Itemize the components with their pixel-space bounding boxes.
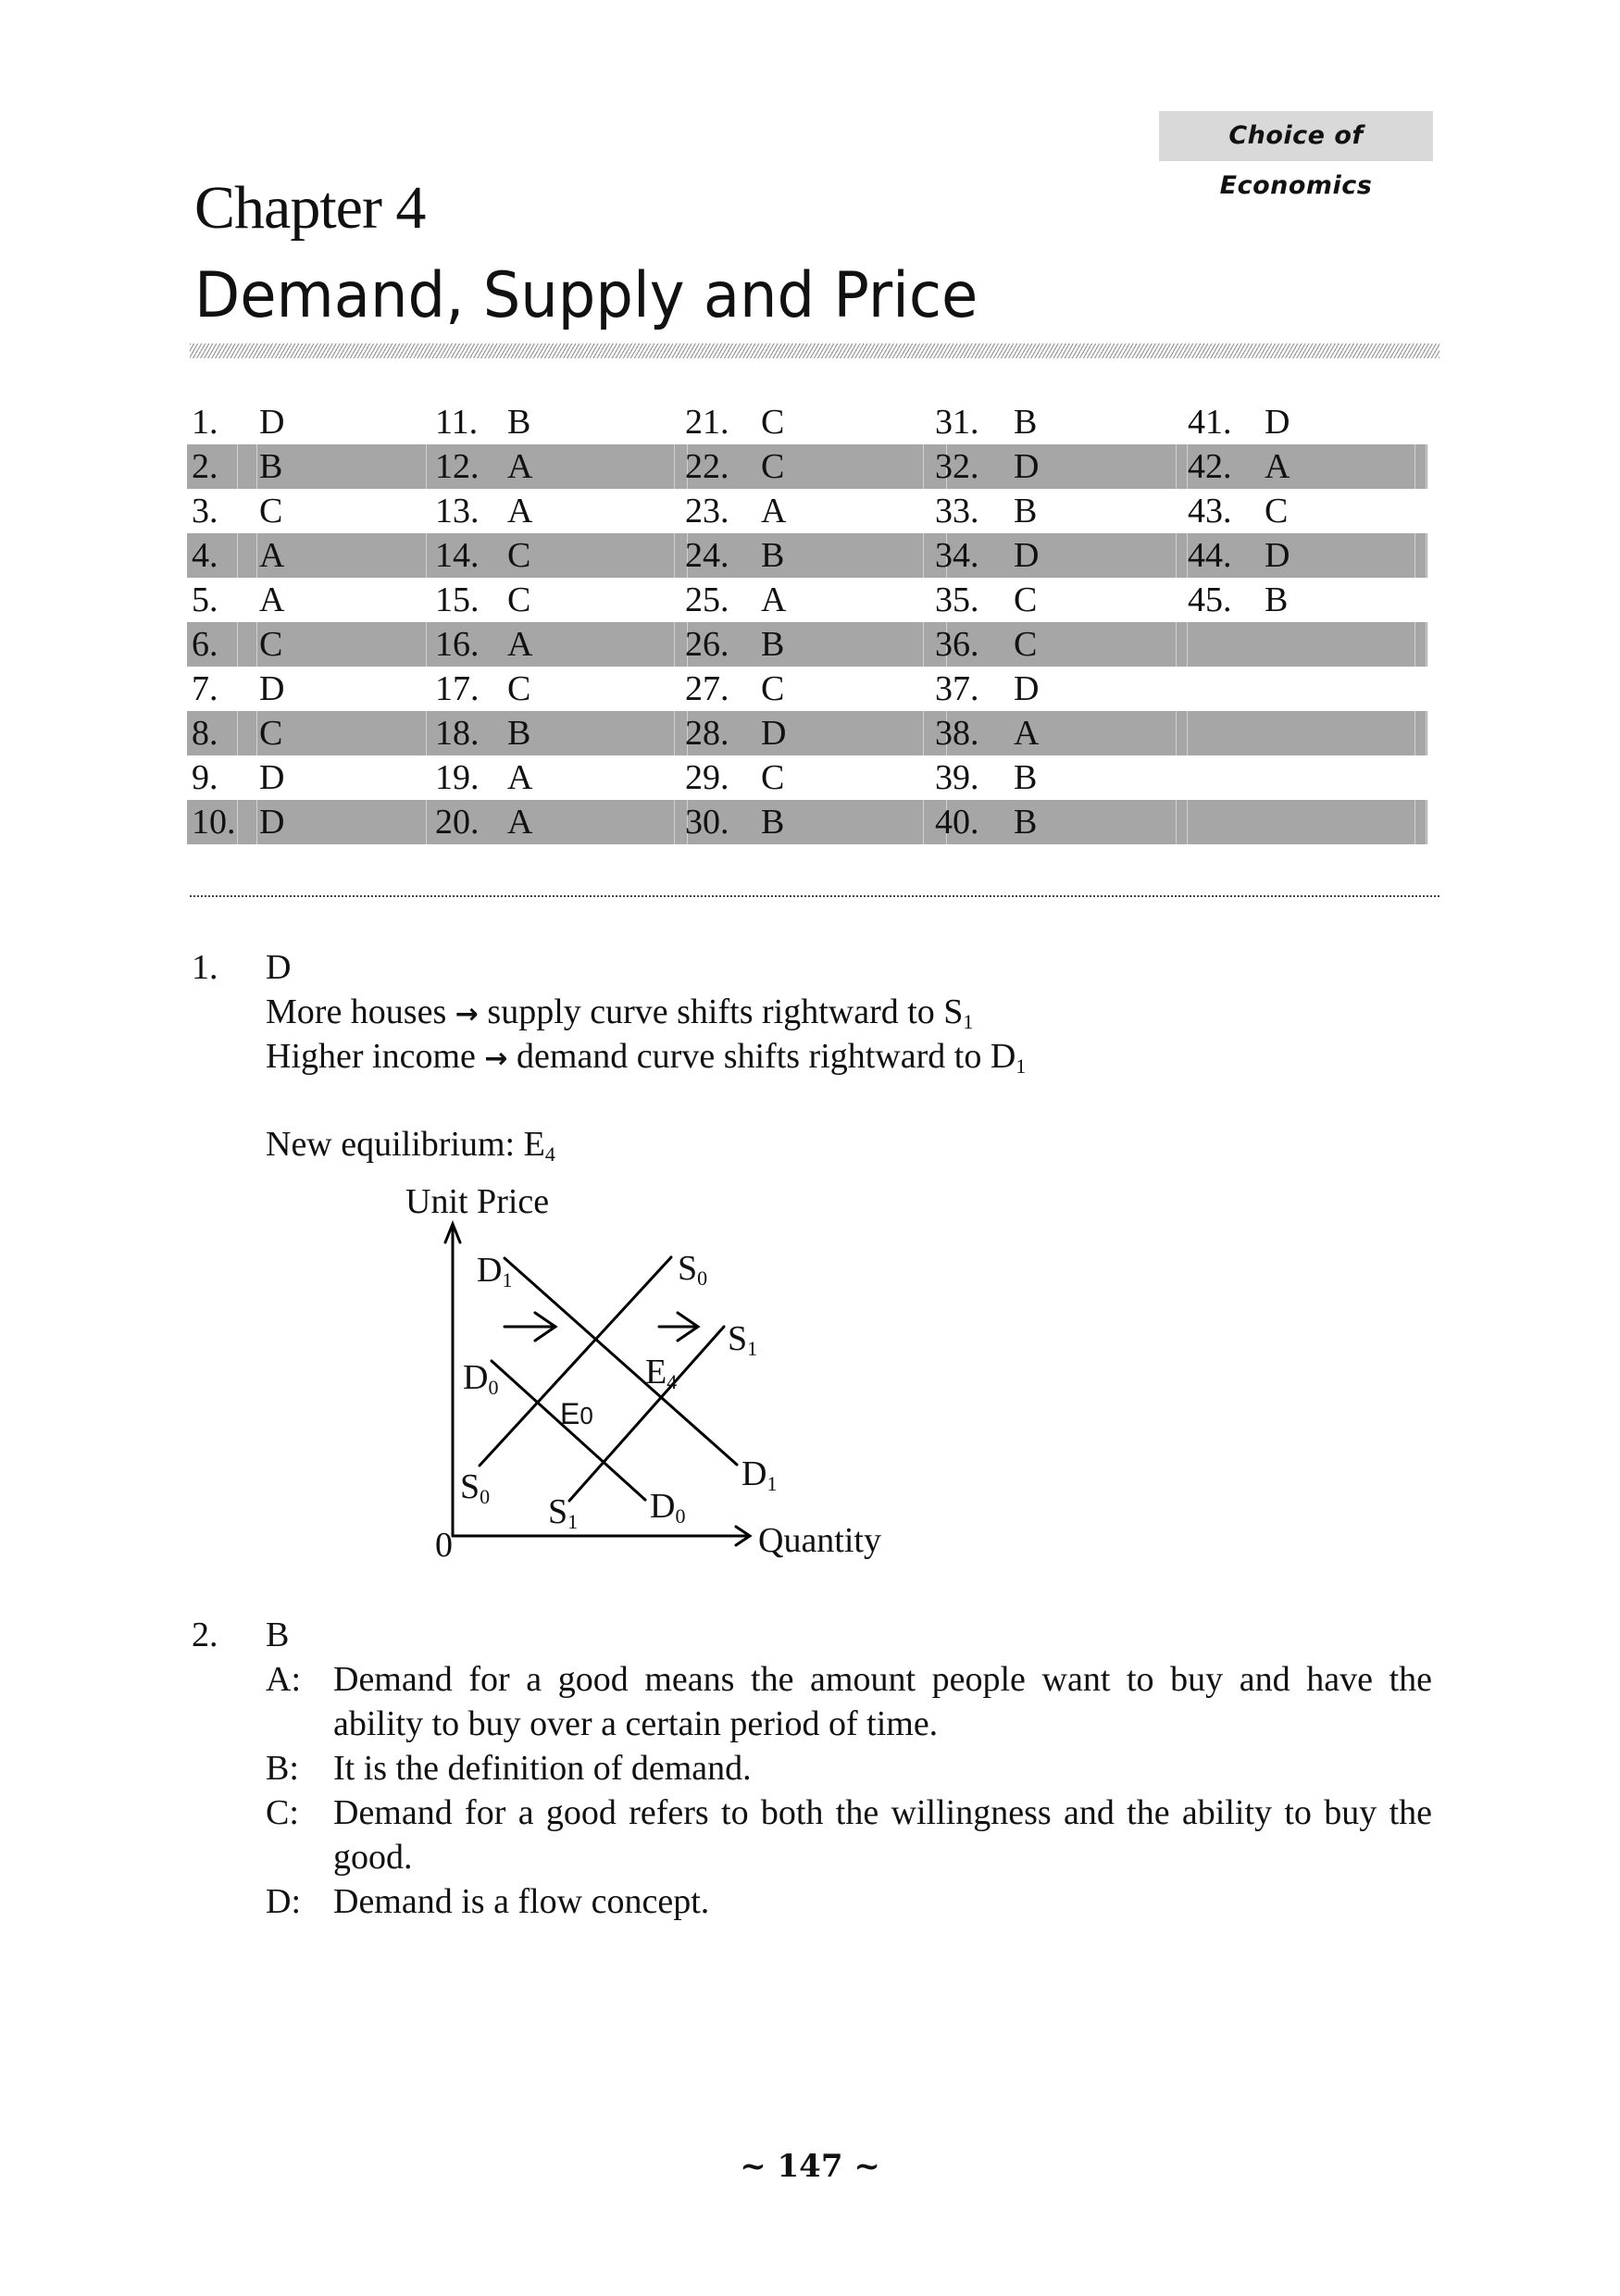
question-number: 40. bbox=[935, 803, 979, 842]
answer-letter: C bbox=[259, 625, 283, 664]
origin-label: 0 bbox=[435, 1526, 453, 1565]
question-number: 24. bbox=[685, 536, 729, 575]
question-number: 7. bbox=[192, 669, 218, 708]
question-number: 44. bbox=[1188, 536, 1232, 575]
question-number: 33. bbox=[935, 492, 979, 530]
answer-row bbox=[187, 622, 1427, 667]
answer-letter: A bbox=[259, 536, 285, 575]
answer-letter: D bbox=[1014, 669, 1040, 708]
cell-divider bbox=[256, 711, 257, 755]
question-number: 43. bbox=[1188, 492, 1232, 530]
answer-letter: D bbox=[259, 669, 285, 708]
answer-letter: C bbox=[1014, 580, 1038, 619]
answer-letter: C bbox=[761, 403, 785, 442]
question-number: 3. bbox=[192, 492, 218, 530]
question-number: 19. bbox=[435, 758, 480, 797]
cell-divider bbox=[1176, 533, 1177, 578]
cell-divider bbox=[674, 444, 675, 489]
answer-letter: D bbox=[761, 714, 787, 753]
answer-letter: B bbox=[761, 803, 785, 842]
answer-row bbox=[187, 755, 1427, 800]
question-number: 14. bbox=[435, 536, 480, 575]
answer-row bbox=[187, 800, 1427, 844]
e4-label: $E_4$ bbox=[645, 1353, 678, 1393]
question-number: 28. bbox=[685, 714, 729, 753]
question-number: 1. bbox=[192, 403, 218, 442]
cell-divider bbox=[237, 622, 238, 667]
cell-divider bbox=[1426, 800, 1427, 844]
question-number: 2. bbox=[192, 447, 218, 486]
cell-divider bbox=[1414, 444, 1415, 489]
d0-top-label: $D_0$ bbox=[463, 1358, 499, 1399]
cell-divider bbox=[1414, 711, 1415, 755]
d0-bottom-label: $D_0$ bbox=[650, 1487, 686, 1528]
question-number: 32. bbox=[935, 447, 979, 486]
answer-letter: C bbox=[1265, 492, 1289, 530]
cell-divider bbox=[1426, 711, 1427, 755]
cell-divider bbox=[1414, 622, 1415, 667]
answer-letter: C bbox=[507, 536, 531, 575]
question-number: 12. bbox=[435, 447, 480, 486]
answer-key-table bbox=[187, 400, 1427, 844]
question-number: 1. bbox=[192, 948, 218, 987]
question-number: 17. bbox=[435, 669, 480, 708]
answer-row bbox=[187, 578, 1427, 622]
answer-letter: A bbox=[507, 625, 533, 664]
book-title-badge: Choice of Economics bbox=[1159, 111, 1433, 161]
answer-letter: C bbox=[259, 714, 283, 753]
question-number: 8. bbox=[192, 714, 218, 753]
question-number: 45. bbox=[1188, 580, 1232, 619]
equilibrium-line: New equilibrium: $E_4$ bbox=[266, 1125, 555, 1166]
question-number: 34. bbox=[935, 536, 979, 575]
question-number: 42. bbox=[1188, 447, 1232, 486]
cell-divider bbox=[674, 533, 675, 578]
cell-divider bbox=[256, 800, 257, 844]
s1-bottom-label: $S_1$ bbox=[548, 1492, 579, 1533]
y-axis-label: Unit Price bbox=[405, 1182, 550, 1221]
cell-divider bbox=[674, 622, 675, 667]
question-number: 9. bbox=[192, 758, 218, 797]
cell-divider bbox=[426, 533, 427, 578]
d1-top-label: $D_1$ bbox=[477, 1251, 513, 1292]
answer-letter: B bbox=[259, 447, 283, 486]
question-number: 26. bbox=[685, 625, 729, 664]
cell-divider bbox=[1187, 622, 1188, 667]
answer-letter: A bbox=[507, 447, 533, 486]
answer-letter: C bbox=[761, 758, 785, 797]
cell-divider bbox=[426, 622, 427, 667]
question-number: 20. bbox=[435, 803, 480, 842]
answer-row bbox=[187, 711, 1427, 755]
e0-label: E0 bbox=[560, 1397, 593, 1430]
cell-divider bbox=[923, 444, 924, 489]
answer-letter: C bbox=[761, 669, 785, 708]
answer-letter: C bbox=[1014, 625, 1038, 664]
cell-divider bbox=[237, 711, 238, 755]
answer-letter: D bbox=[1014, 536, 1040, 575]
question-number: 13. bbox=[435, 492, 480, 530]
hatched-divider bbox=[190, 343, 1439, 358]
answer-letter: B bbox=[1265, 580, 1289, 619]
question-number: 4. bbox=[192, 536, 218, 575]
answer-letter: B bbox=[507, 714, 531, 753]
question-number: 30. bbox=[685, 803, 729, 842]
cell-divider bbox=[426, 711, 427, 755]
question-number: 25. bbox=[685, 580, 729, 619]
answer-letter: A bbox=[507, 492, 533, 530]
answer-letter: A bbox=[761, 580, 787, 619]
answer-letter: B bbox=[1014, 403, 1038, 442]
answer-letter: D bbox=[1265, 536, 1290, 575]
answer-letter: A bbox=[1014, 714, 1040, 753]
s0-bottom-label: $S_0$ bbox=[460, 1467, 491, 1508]
s0-top-label: $S_0$ bbox=[678, 1249, 708, 1290]
answer-letter: B bbox=[761, 536, 785, 575]
answer-letter: A bbox=[761, 492, 787, 530]
question-number: 6. bbox=[192, 625, 218, 664]
answer-letter: D bbox=[1265, 403, 1290, 442]
question-answer: D bbox=[266, 948, 292, 987]
answer-row bbox=[187, 489, 1427, 533]
question-number: 10. bbox=[192, 803, 236, 842]
question-number: 2. bbox=[192, 1616, 218, 1654]
cell-divider bbox=[1187, 711, 1188, 755]
question-number: 5. bbox=[192, 580, 218, 619]
question-number: 23. bbox=[685, 492, 729, 530]
arrow-right-icon: → bbox=[484, 1042, 508, 1075]
answer-letter: A bbox=[1265, 447, 1290, 486]
question-number: 41. bbox=[1188, 403, 1232, 442]
answer-letter: C bbox=[507, 580, 531, 619]
page-number: ~ 147 ~ bbox=[740, 2148, 880, 2185]
question-number: 18. bbox=[435, 714, 480, 753]
answer-letter: B bbox=[1014, 803, 1038, 842]
cell-divider bbox=[1414, 533, 1415, 578]
option-b: B: It is the definition of demand. bbox=[266, 1749, 752, 1788]
cell-divider bbox=[1426, 444, 1427, 489]
option-d: D: Demand is a flow concept. bbox=[266, 1882, 710, 1921]
answer-letter: B bbox=[1014, 758, 1038, 797]
s1-top-label: $S_1$ bbox=[728, 1319, 758, 1360]
cell-divider bbox=[237, 800, 238, 844]
cell-divider bbox=[237, 444, 238, 489]
cell-divider bbox=[1176, 444, 1177, 489]
question-number: 11. bbox=[435, 403, 479, 442]
answer-letter: D bbox=[259, 803, 285, 842]
cell-divider bbox=[1426, 622, 1427, 667]
question-number: 22. bbox=[685, 447, 729, 486]
answer-letter: D bbox=[259, 403, 285, 442]
answer-letter: A bbox=[259, 580, 285, 619]
answer-row bbox=[187, 667, 1427, 711]
answer-row bbox=[187, 400, 1427, 444]
question-number: 16. bbox=[435, 625, 480, 664]
option-c: C: Demand for a good refers to both the willingness and the ability to buy the good. bbox=[266, 1793, 1432, 1877]
question-number: 39. bbox=[935, 758, 979, 797]
cell-divider bbox=[256, 444, 257, 489]
question-answer: B bbox=[266, 1616, 290, 1654]
chapter-label: Chapter 4 bbox=[194, 174, 426, 242]
answer-letter: C bbox=[507, 669, 531, 708]
answer-letter: A bbox=[507, 803, 533, 842]
cell-divider bbox=[1176, 711, 1177, 755]
question-number: 15. bbox=[435, 580, 480, 619]
x-axis-label: Quantity bbox=[758, 1521, 881, 1560]
answer-letter: B bbox=[761, 625, 785, 664]
demand-supply-diagram bbox=[389, 1176, 1111, 1592]
cell-divider bbox=[674, 711, 675, 755]
option-a: A: Demand for a good means the amount people want to buy and have the ability to buy over a certain period of time. bbox=[266, 1660, 1432, 1743]
chapter-title: Demand, Supply and Price bbox=[194, 259, 978, 332]
cell-divider bbox=[674, 800, 675, 844]
cell-divider bbox=[923, 622, 924, 667]
question-number: 38. bbox=[935, 714, 979, 753]
cell-divider bbox=[256, 622, 257, 667]
cell-divider bbox=[237, 533, 238, 578]
answer-row bbox=[187, 444, 1427, 489]
explanation-line: More houses → supply curve shifts rightward to $S_1$ bbox=[266, 992, 974, 1033]
question-number: 31. bbox=[935, 403, 979, 442]
question-number: 35. bbox=[935, 580, 979, 619]
cell-divider bbox=[1176, 800, 1177, 844]
cell-divider bbox=[1414, 800, 1415, 844]
answer-row bbox=[187, 533, 1427, 578]
explanation-line: Higher income → demand curve shifts rightward to $D_1$ bbox=[266, 1037, 1027, 1078]
cell-divider bbox=[426, 444, 427, 489]
cell-divider bbox=[923, 711, 924, 755]
answer-letter: B bbox=[1014, 492, 1038, 530]
cell-divider bbox=[1426, 533, 1427, 578]
answer-letter: B bbox=[507, 403, 531, 442]
answer-letter: C bbox=[761, 447, 785, 486]
dotted-divider bbox=[190, 895, 1439, 897]
answer-letter: C bbox=[259, 492, 283, 530]
answer-letter: D bbox=[259, 758, 285, 797]
cell-divider bbox=[1187, 800, 1188, 844]
d1-bottom-label: $D_1$ bbox=[741, 1454, 778, 1495]
cell-divider bbox=[923, 533, 924, 578]
cell-divider bbox=[256, 533, 257, 578]
question-number: 29. bbox=[685, 758, 729, 797]
answer-letter: D bbox=[1014, 447, 1040, 486]
cell-divider bbox=[1176, 622, 1177, 667]
answer-letter: A bbox=[507, 758, 533, 797]
question-number: 21. bbox=[685, 403, 729, 442]
cell-divider bbox=[923, 800, 924, 844]
cell-divider bbox=[426, 800, 427, 844]
question-number: 27. bbox=[685, 669, 729, 708]
question-number: 37. bbox=[935, 669, 979, 708]
question-number: 36. bbox=[935, 625, 979, 664]
arrow-right-icon: → bbox=[455, 998, 479, 1030]
